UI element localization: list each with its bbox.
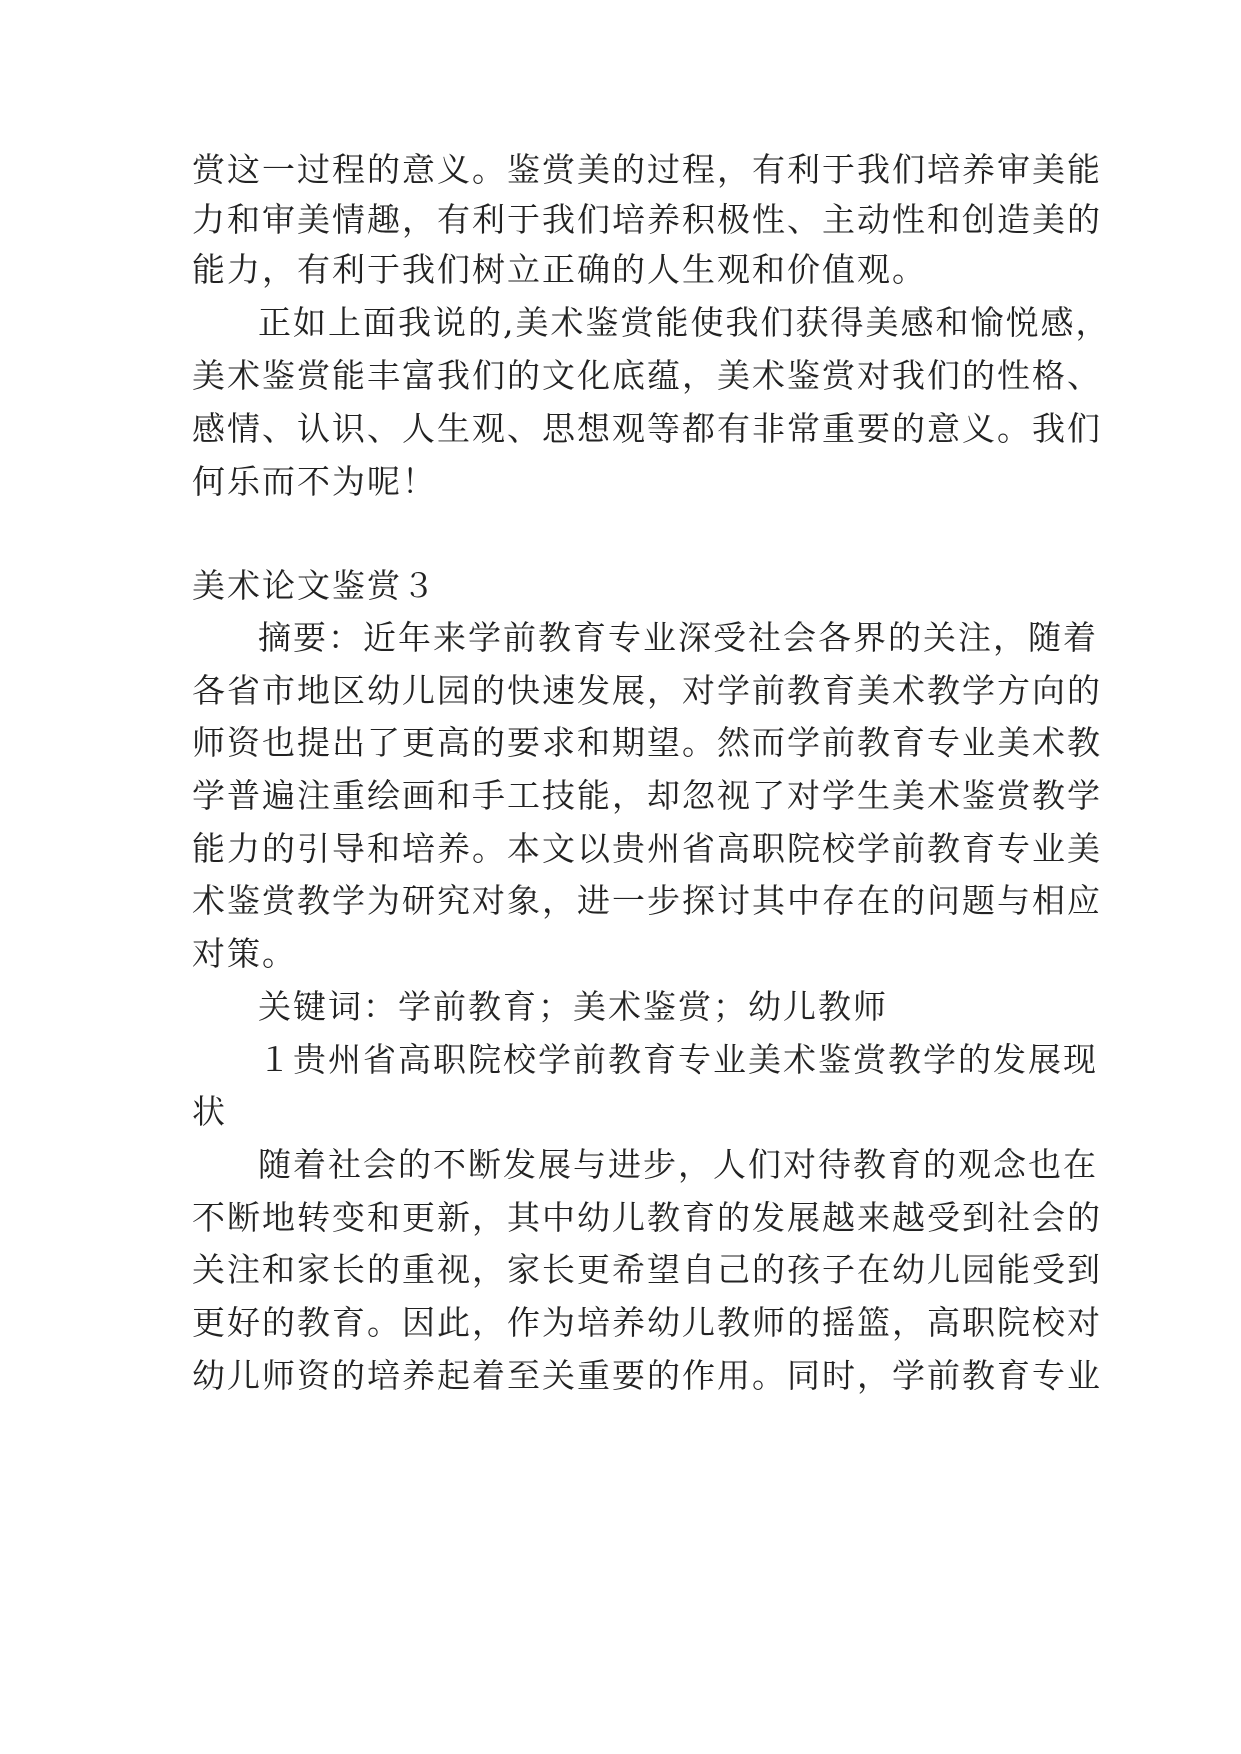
- text-line: 能力，有利于我们树立正确的人生观和价值观。: [192, 250, 927, 289]
- text-line: 何乐而不为呢！: [192, 462, 437, 501]
- text-line: 不断地转变和更新，其中幼儿教育的发展越来越受到社会的: [192, 1198, 1102, 1237]
- text-line: 感情、认识、人生观、思想观等都有非常重要的意义。我们: [192, 409, 1102, 448]
- text-line: 力和审美情趣，有利于我们培养积极性、主动性和创造美的: [192, 200, 1102, 239]
- text-line: 关注和家长的重视，家长更希望自己的孩子在幼儿园能受到: [192, 1250, 1102, 1289]
- keywords-line: 关键词：学前教育；美术鉴赏；幼儿教师: [258, 987, 888, 1026]
- paragraph-first-line: 摘要：近年来学前教育专业深受社会各界的关注，随着: [258, 618, 1098, 657]
- text-line: 对策。: [192, 934, 297, 973]
- text-line: 术鉴赏教学为研究对象，进一步探讨其中存在的问题与相应: [192, 881, 1102, 920]
- paragraph-first-line: 正如上面我说的,美术鉴赏能使我们获得美感和愉悦感，: [258, 303, 1111, 342]
- text-line: 师资也提出了更高的要求和期望。然而学前教育专业美术教: [192, 723, 1102, 762]
- text-line: 赏这一过程的意义。鉴赏美的过程，有利于我们培养审美能: [192, 150, 1102, 189]
- subheading-line: １贵州省高职院校学前教育专业美术鉴赏教学的发展现: [258, 1040, 1098, 1079]
- text-line: 能力的引导和培养。本文以贵州省高职院校学前教育专业美: [192, 829, 1102, 868]
- subheading-line: 状: [192, 1092, 227, 1131]
- paragraph-first-line: 随着社会的不断发展与进步，人们对待教育的观念也在: [258, 1145, 1098, 1184]
- text-line: 各省市地区幼儿园的快速发展，对学前教育美术教学方向的: [192, 671, 1102, 710]
- text-line: 更好的教育。因此，作为培养幼儿教师的摇篮，高职院校对: [192, 1303, 1102, 1342]
- text-line: 学普遍注重绘画和手工技能，却忽视了对学生美术鉴赏教学: [192, 776, 1102, 815]
- section-heading: 美术论文鉴赏３: [192, 566, 437, 605]
- text-line: 幼儿师资的培养起着至关重要的作用。同时，学前教育专业: [192, 1356, 1102, 1395]
- text-line: 美术鉴赏能丰富我们的文化底蕴，美术鉴赏对我们的性格、: [192, 356, 1102, 395]
